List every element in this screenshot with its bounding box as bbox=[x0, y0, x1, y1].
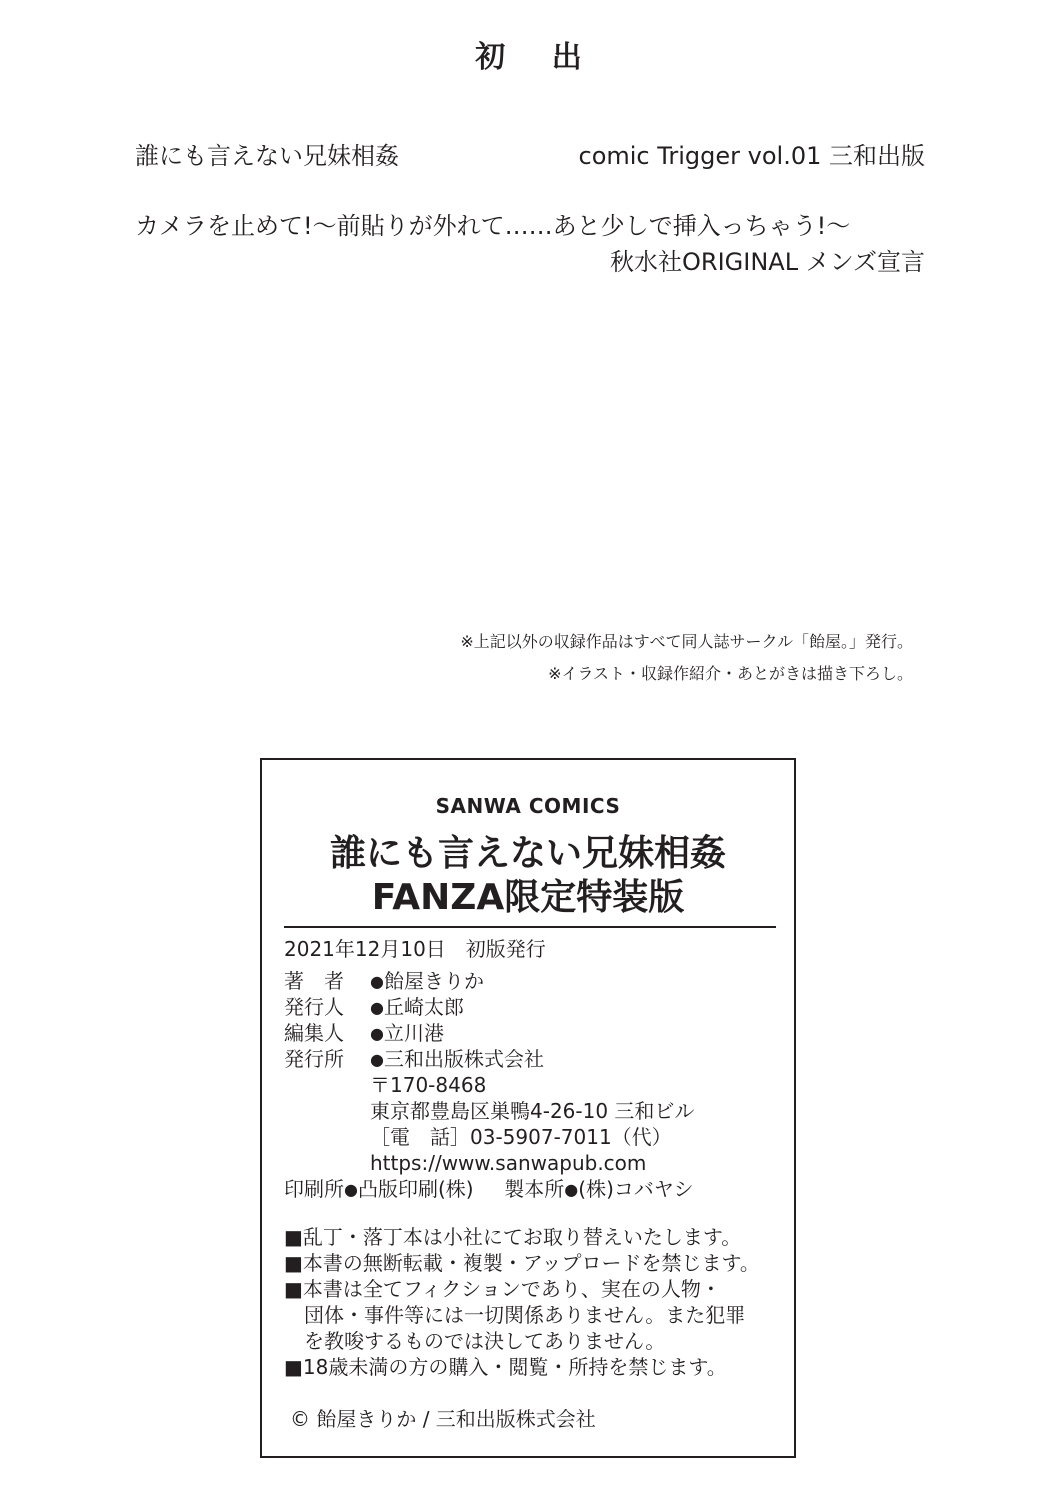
bullet-icon: ● bbox=[370, 1050, 384, 1069]
publisher-person-name: 丘崎太郎 bbox=[383, 995, 464, 1019]
printer-label: 印刷所 bbox=[284, 1177, 344, 1201]
author-row bbox=[284, 968, 484, 995]
author-name: 飴屋きりか bbox=[383, 969, 484, 993]
binder-name: (株)コバヤシ bbox=[578, 1177, 694, 1201]
publisher-person-row bbox=[284, 994, 464, 1021]
bullet-icon: ● bbox=[344, 1180, 358, 1199]
phone: ［電 話］03-5907-7011（代） bbox=[370, 1125, 672, 1149]
first-published-heading: 初 出 bbox=[475, 40, 600, 75]
printer-row bbox=[284, 1176, 694, 1203]
binder-label: 製本所 bbox=[504, 1177, 565, 1201]
printer-name: 凸版印刷(株) bbox=[357, 1177, 474, 1201]
entry-1-title: 誰にも言えない兄妹相姦 bbox=[135, 142, 399, 170]
editor-name: 立川港 bbox=[383, 1021, 444, 1045]
publisher-row bbox=[284, 1046, 544, 1073]
bullet-icon: ● bbox=[564, 1180, 579, 1199]
entry-1-source: comic Trigger vol.01 三和出版 bbox=[578, 142, 925, 170]
bullet-icon: ● bbox=[370, 998, 384, 1017]
editor-label: 編集人 bbox=[284, 1021, 344, 1045]
copyright: © 飴屋きりか / 三和出版株式会社 bbox=[290, 1407, 596, 1431]
website-url: https://www.sanwapub.com bbox=[370, 1151, 647, 1175]
entry-2-source: 秋水社ORIGINAL メンズ宣言 bbox=[610, 248, 925, 276]
note-1: ※上記以外の収録作品はすべて同人誌サークル「飴屋。」発行。 bbox=[460, 632, 913, 651]
publisher-name: 三和出版株式会社 bbox=[383, 1047, 544, 1071]
bullet-icon: ● bbox=[370, 972, 384, 991]
notice-4: 団体・事件等には一切関係ありません。また犯罪 bbox=[284, 1303, 746, 1327]
series-name: SANWA COMICS bbox=[435, 794, 621, 818]
notice-3: ■本書は全てフィクションであり、実在の人物・ bbox=[284, 1277, 721, 1301]
postal-code: 〒170-8468 bbox=[370, 1073, 487, 1097]
entry-2-title: カメラを止めて!〜前貼りが外れて……あと少しで挿入っちゃう!〜 bbox=[135, 212, 851, 240]
colophon-box bbox=[260, 758, 796, 1458]
notice-1: ■乱丁・落丁本は小社にてお取り替えいたします。 bbox=[284, 1225, 742, 1249]
book-edition: FANZA限定特装版 bbox=[371, 877, 685, 918]
editor-row bbox=[284, 1020, 444, 1047]
notice-6: ■18歳未満の方の購入・閲覧・所持を禁じます。 bbox=[284, 1355, 727, 1379]
bullet-icon: ● bbox=[370, 1024, 384, 1043]
book-title: 誰にも言えない兄妹相姦 bbox=[329, 833, 726, 874]
address: 東京都豊島区巣鴨4-26-10 三和ビル bbox=[370, 1099, 695, 1123]
notice-5: を教唆するものでは決してありません。 bbox=[284, 1329, 666, 1353]
publish-date: 2021年12月10日 初版発行 bbox=[284, 937, 546, 961]
note-2: ※イラスト・収録作紹介・あとがきは描き下ろし。 bbox=[548, 664, 913, 683]
author-label: 著 者 bbox=[284, 969, 344, 993]
publisher-label: 発行所 bbox=[284, 1047, 344, 1071]
publisher-person-label: 発行人 bbox=[284, 995, 344, 1019]
title-divider bbox=[284, 926, 776, 928]
notice-2: ■本書の無断転載・複製・アップロードを禁じます。 bbox=[284, 1251, 760, 1275]
